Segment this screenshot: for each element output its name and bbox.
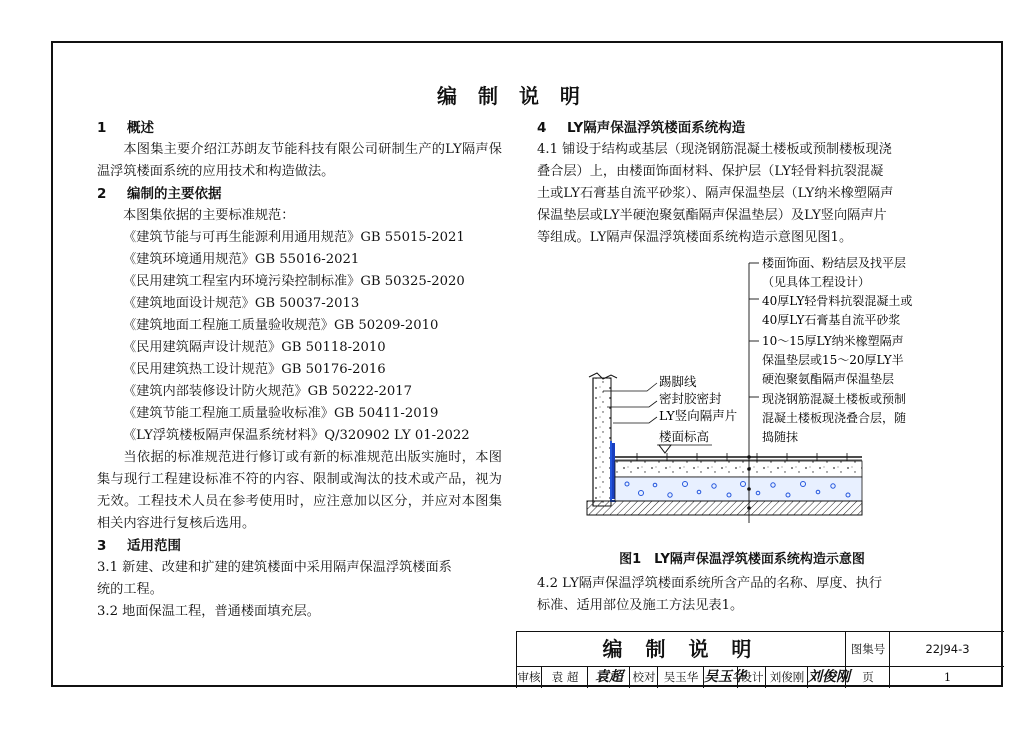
label-vertical-strip: LY竖向隔声片 — [659, 408, 738, 423]
design-label: 设计 — [737, 666, 766, 688]
section-4-heading — [537, 117, 947, 139]
floor-construction-diagram — [537, 255, 957, 545]
structural-slab — [587, 501, 862, 515]
section-title: 概述 — [127, 120, 154, 136]
standard-item: 《建筑地面工程施工质量验收规范》GB 50209-2010 — [123, 318, 439, 333]
standard-item: 《民用建筑工程室内环境污染控制标准》GB 50325-2020 — [123, 274, 465, 289]
reviewer-name: 袁 超 — [541, 666, 588, 688]
standard-item: 《LY浮筑楼板隔声保温系统材料》Q/320902 LY 01-2022 — [123, 428, 470, 443]
page-number: 1 — [889, 666, 1005, 688]
standard-item: 《建筑地面设计规范》GB 50037-2013 — [123, 296, 360, 311]
atlas-label: 图集号 — [845, 632, 890, 666]
standard-item: 《民用建筑隔声设计规范》GB 50118-2010 — [123, 340, 386, 355]
check-label: 校对 — [629, 666, 658, 688]
section-1-heading — [97, 117, 502, 139]
section-1-body: 本图集主要介绍江苏朗友节能科技有限公司研制生产的LY隔声保温浮筑楼面系统的应用技术和构造做法。 — [97, 142, 502, 179]
layer-note: 楼面饰面、粉结层及找平层 — [762, 256, 907, 270]
checker-signature: 吴玉华 — [703, 666, 738, 688]
layer-note: 40厚LY石膏基自流平砂浆 — [762, 313, 901, 327]
section-number: 4 — [537, 120, 547, 136]
standards-intro: 本图集依据的主要标准规范： — [123, 208, 295, 223]
insulation-layer — [615, 477, 862, 501]
clause-3-1-line: 统的工程。 — [97, 582, 163, 597]
page-title: 编 制 说 明 — [437, 84, 587, 108]
standard-item: 《民用建筑热工设计规范》GB 50176-2016 — [123, 362, 386, 377]
section-title: LY隔声保温浮筑楼面系统构造 — [567, 120, 746, 136]
title-block — [516, 631, 1004, 688]
standard-item: 《建筑节能与可再生能源利用通用规范》GB 55015-2021 — [123, 230, 465, 245]
section-title: 适用范围 — [127, 538, 181, 554]
clause-4-2-line: 标准、适用部位及施工方法见表1。 — [537, 598, 744, 613]
figure-caption: 图1 LY隔声保温浮筑楼面系统构造示意图 — [619, 552, 865, 567]
layer-note: 40厚LY轻骨料抗裂混凝土或 — [762, 294, 913, 308]
label-skirting: 踢脚线 — [659, 374, 697, 389]
clause-4-1-line: 4.1 铺设于结构或基层（现浇钢筋混凝土楼板或预制楼板现浇 — [537, 142, 892, 157]
review-label: 审核 — [517, 670, 541, 684]
section-3-heading — [97, 535, 502, 557]
section-title: 编制的主要依据 — [127, 186, 222, 202]
label-elevation: 楼面标高 — [659, 429, 710, 444]
clause-4-1-line: 保温垫层或LY半硬泡聚氨酯隔声保温垫层）及LY竖向隔声片 — [537, 208, 887, 223]
checker-name: 吴玉华 — [657, 666, 704, 688]
leader-dot — [747, 467, 751, 471]
leader-dot — [747, 455, 751, 459]
clause-3-2: 3.2 地面保温工程，普通楼面填充层。 — [97, 604, 320, 619]
layer-notes — [762, 255, 912, 444]
left-column — [97, 117, 502, 623]
section-number: 3 — [97, 538, 107, 554]
reviewer-signature: 袁超 — [587, 666, 630, 688]
layer-note: 混凝土楼板现浇叠合层，随 — [762, 411, 907, 425]
protective-layer — [615, 461, 862, 477]
title-block-row-bottom — [517, 666, 1004, 688]
section-number: 2 — [97, 186, 107, 202]
standard-item: 《建筑节能工程施工质量验收标准》GB 50411-2019 — [123, 406, 439, 421]
layer-leader-ticks — [749, 263, 759, 397]
title-block-row-top — [517, 632, 1004, 667]
leader-dot — [747, 506, 751, 510]
label-sealant: 密封胶密封 — [659, 391, 722, 406]
layer-note: 10～15厚LY纳米橡塑隔声 — [762, 334, 904, 348]
layer-note: 捣随抹 — [762, 430, 799, 444]
page-label: 页 — [845, 666, 890, 688]
clause-4-2 — [537, 573, 947, 617]
clause-4-2-line: 4.2 LY隔声保温浮筑楼面系统所含产品的名称、厚度、执行 — [537, 576, 883, 591]
clause-3-1-line: 3.1 新建、改建和扩建的建筑楼面中采用隔声保温浮筑楼面系 — [97, 560, 452, 575]
section-2-note: 当依据的标准规范进行修订或有新的标准规范出版实施时，本图集与现行工程建设标准不符的内容、限制或淘汰的技术或产品，视为无效。工程技术人员在参考使用时，应注意加以区分，并应对本图集相关内容进行复核后选用。 — [97, 450, 502, 531]
standard-item: 《建筑内部装修设计防火规范》GB 50222-2017 — [123, 384, 413, 399]
designer-signature: 刘俊刚 — [807, 666, 846, 688]
section-number: 1 — [97, 120, 107, 136]
leader-dot — [747, 487, 751, 491]
atlas-number: 22J94-3 — [889, 632, 1005, 666]
standard-item: 《建筑环境通用规范》GB 55016-2021 — [123, 252, 360, 267]
layer-note: （见具体工程设计） — [762, 275, 871, 289]
clause-4-1-line: 等组成。LY隔声保温浮筑楼面系统构造示意图见图1。 — [537, 230, 853, 245]
right-column — [537, 117, 947, 249]
layer-note: 现浇钢筋混凝土楼板或预制 — [762, 392, 907, 406]
layer-note: 硬泡聚氨酯隔声保温垫层 — [762, 372, 895, 386]
designer-name: 刘俊刚 — [765, 666, 808, 688]
clause-4-1-line: 叠合层）上，由楼面饰面材料、保护层（LY轻骨料抗裂混凝 — [537, 164, 884, 179]
wall-section — [593, 378, 611, 506]
title-block-name: 编 制 说 明 — [602, 637, 760, 661]
clause-4-1-line: 土或LY石膏基自流平砂浆）、隔声保温垫层（LY纳米橡塑隔声 — [537, 186, 894, 201]
layer-note: 保温垫层或15～20厚LY半 — [762, 353, 904, 367]
elevation-marker — [659, 445, 671, 453]
section-2-heading — [97, 183, 502, 205]
